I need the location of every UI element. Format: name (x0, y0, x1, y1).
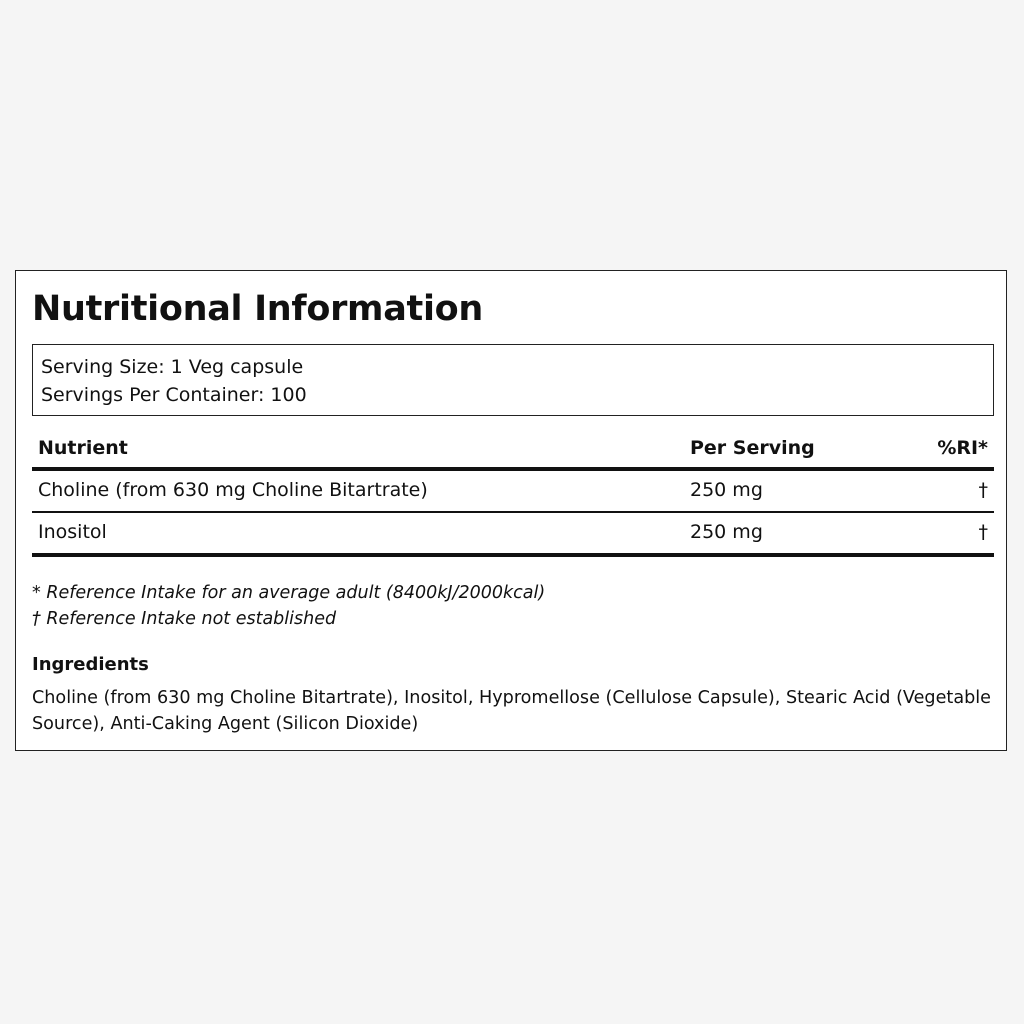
nutrition-panel (15, 270, 1007, 751)
table-header-row (32, 431, 994, 467)
nutrient-name: Choline (from 630 mg Choline Bitartrate) (38, 479, 428, 501)
serving-size: Serving Size: 1 Veg capsule (41, 356, 304, 378)
table-row (32, 513, 994, 553)
ingredients-text: Choline (from 630 mg Choline Bitartrate), Inositol, Hypromellose (Cellulose Capsule), Stearic Acid (Vegetable Source), Anti-Caking Agent (Silicon Dioxide) (32, 688, 991, 734)
ri-footnote: * Reference Intake for an average adult (8400kJ/2000kcal) (32, 583, 546, 603)
header-ri: %RI* (937, 437, 988, 459)
nutrient-amount: 250 mg (690, 479, 763, 501)
header-per-serving: Per Serving (690, 437, 815, 459)
serving-info-box (32, 344, 994, 416)
table-bottom-divider (32, 553, 994, 557)
panel-title: Nutritional Information (32, 289, 484, 329)
ingredients-heading: Ingredients (32, 654, 149, 675)
nutrient-name: Inositol (38, 521, 107, 543)
dagger-footnote: † Reference Intake not established (32, 609, 337, 629)
servings-per-container: Servings Per Container: 100 (41, 384, 307, 406)
nutrient-ri: † (978, 521, 988, 543)
nutrient-amount: 250 mg (690, 521, 763, 543)
header-nutrient: Nutrient (38, 437, 128, 459)
footnotes (32, 580, 545, 632)
nutrient-ri: † (978, 479, 988, 501)
table-row (32, 471, 994, 511)
nutrient-table (32, 431, 994, 557)
